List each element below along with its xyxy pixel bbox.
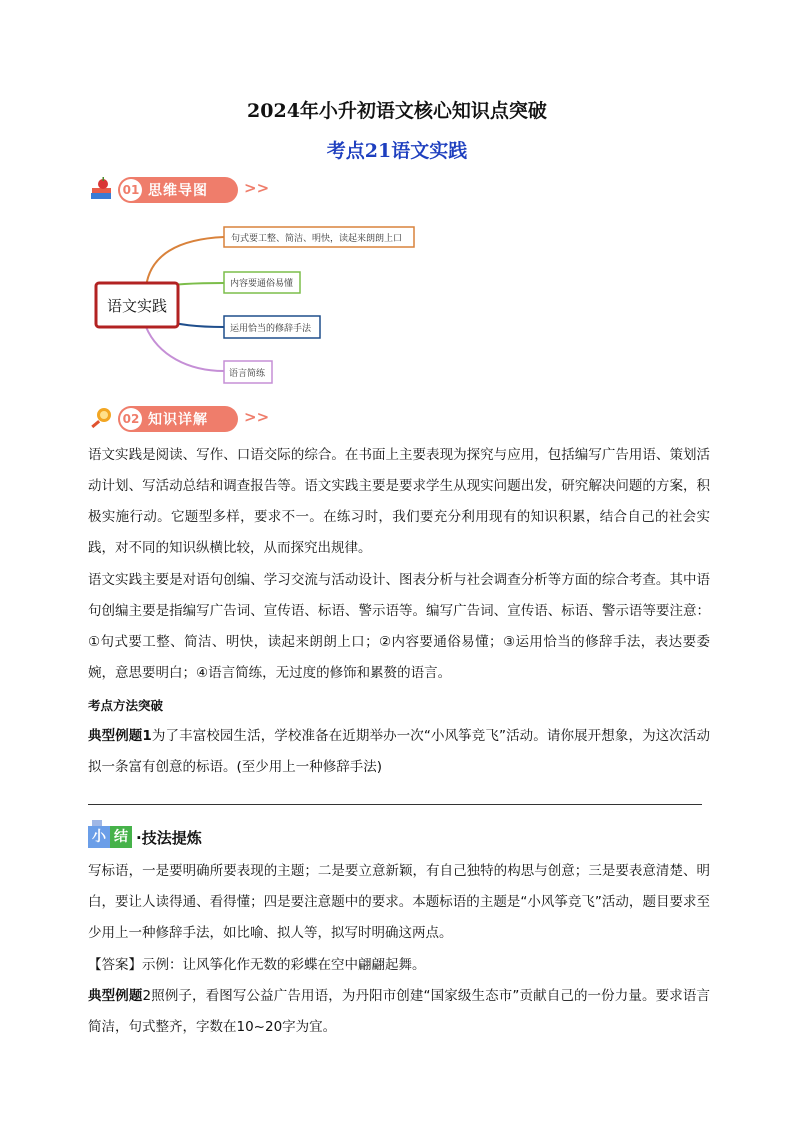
mindmap-branch-label-1: 句式要工整、简洁、明快，读起来朗朗上口 bbox=[231, 234, 403, 244]
section-number: 02 bbox=[120, 408, 142, 430]
example-2-label: 典型例题 bbox=[88, 988, 143, 1004]
section-arrows: >> bbox=[244, 408, 270, 426]
example-2-number: 2 bbox=[142, 988, 152, 1004]
magnifier-pencil-icon bbox=[88, 404, 116, 432]
example-1-text: 为了丰富校园生活，学校准备在近期举办一次“小风筝竞飞”活动。请你展开想象，为这次活动拟一条富有创意的标语。(至少用上一种修辞手法) bbox=[88, 728, 710, 775]
mindmap-center-label: 语文实践 bbox=[106, 297, 168, 315]
paragraph-detail: 语文实践主要是对语句创编、学习交流与活动设计、图表分析与社会调查分析等方面的综合考查。其中语句创编主要是指编写广告词、宣传语、标语、警示语等。编写广告词、宣传语、标语、警示语等要注意：①句式要工整、简洁、明快，读起来朗朗上口；②内容要通俗易懂；③运用恰当的修辞手法，表达要委婉，意思要明白；④语言简练，无过度的修饰和累赘的语言。 bbox=[88, 572, 710, 681]
section-label: 思维导图 bbox=[148, 183, 208, 199]
mindmap-branch-label-2: 内容要通俗易懂 bbox=[230, 279, 294, 289]
section-banner-mindmap bbox=[88, 175, 288, 205]
section-number: 01 bbox=[120, 179, 142, 201]
mindmap-branch-label-4: 语言简练 bbox=[229, 369, 266, 379]
answer-line bbox=[88, 804, 702, 805]
sub-title: 考点21语文实践 bbox=[326, 140, 468, 162]
summary-title: ·技法提炼 bbox=[136, 829, 202, 847]
section-banner-knowledge bbox=[88, 404, 288, 434]
paragraph-summary: 写标语，一是要明确所要表现的主题；二是要立意新颖，有自己独特的构思与创意；三是要表意清楚、明白，要让人读得通、看得懂；四是要注意题中的要求。本题标语的主题是“小风筝竞飞”活动，题目要求至少用上一种修辞手法，如比喻、拟人等，拟写时明确这两点。 bbox=[88, 863, 710, 941]
answer-text: 【答案】示例：让风筝化作无数的彩蝶在空中翩翩起舞。 bbox=[88, 957, 426, 973]
branch-line-1 bbox=[146, 237, 224, 287]
summary-heading bbox=[88, 820, 268, 850]
example-2-text: 照例子，看图写公益广告用语，为丹阳市创建“国家级生态市”贡献自己的一份力量。要求语言简洁，句式整齐，字数在10~20字为宜。 bbox=[88, 988, 711, 1035]
paragraph-intro: 语文实践是阅读、写作、口语交际的综合。在书面上主要表现为探究与应用，包括编写广告用语、策划活动计划、写活动总结和调查报告等。语文实践主要是要求学生从现实问题出发，研究解决问题的方案，积极实施行动。它题型多样，要求不一。在练习时，我们要充分利用现有的知识积累，结合自己的社会实践，对不同的知识纵横比较，从而探究出规律。 bbox=[88, 447, 710, 556]
branch-line-4 bbox=[146, 327, 224, 371]
example-2 bbox=[88, 981, 710, 1043]
method-heading: 考点方法突破 bbox=[88, 698, 164, 713]
section-arrows: >> bbox=[244, 179, 270, 197]
section-label: 知识详解 bbox=[148, 412, 208, 428]
mindmap-branch-label-3: 运用恰当的修辞手法 bbox=[230, 324, 312, 334]
example-1 bbox=[88, 721, 710, 783]
summary-char-1: 小 bbox=[88, 826, 110, 848]
mind-map bbox=[88, 215, 428, 395]
example-1-label: 典型例题1 bbox=[88, 728, 152, 744]
books-apple-icon bbox=[88, 175, 116, 203]
main-title: 2024年小升初语文核心知识点突破 bbox=[247, 100, 547, 122]
summary-char-2: 结 bbox=[110, 826, 132, 848]
